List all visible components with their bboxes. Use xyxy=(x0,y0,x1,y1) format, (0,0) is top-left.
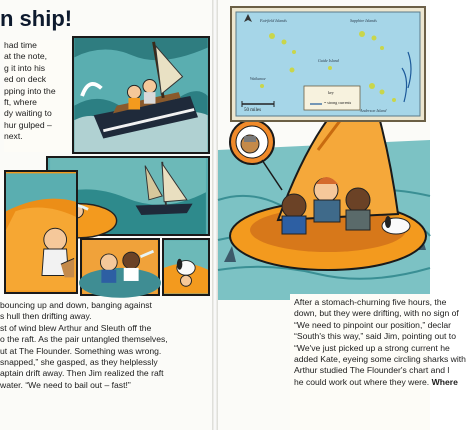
dog-illustration xyxy=(164,240,208,294)
caption-line: next. xyxy=(4,131,23,142)
left-page xyxy=(0,0,212,430)
bailing-illustration xyxy=(82,240,158,294)
comic-panel-bailing xyxy=(80,238,160,296)
caption-line: pping into the xyxy=(4,85,56,96)
sea-chart-map xyxy=(230,6,426,122)
caption-line: g it into his xyxy=(4,62,46,73)
story-emphasis: Where xyxy=(431,376,458,387)
story-line: o the raft. As the pair untangled themselves, xyxy=(0,334,168,345)
comic-panel-dog xyxy=(162,238,210,296)
right-page xyxy=(218,0,466,430)
map-label-anderson: Anderson Island xyxy=(360,108,387,113)
map-key-label: key xyxy=(328,90,334,95)
map-label-waikanoe: Waikanoe xyxy=(250,76,266,81)
caption-line: at the note, xyxy=(4,51,48,62)
storm-ship-illustration xyxy=(74,38,208,152)
story-line: “South's this way,” said Jim, pointing out to xyxy=(294,331,456,342)
story-line: “We need to pinpoint our position,” declar xyxy=(294,319,452,330)
story-line: he could work out where they were. xyxy=(294,376,430,387)
story-line: ut at The Flounder. Something was wrong. xyxy=(0,345,162,356)
map-label-guide: Guide Island xyxy=(318,58,339,63)
right-bottom-text xyxy=(290,294,466,430)
map-label-fairfield: Fairfield Islands xyxy=(260,18,287,23)
comic-panel-raft-closeup xyxy=(4,170,78,294)
caption-line: had time xyxy=(4,40,37,50)
story-line: Arthur studied The Flounder's chart and l xyxy=(294,365,450,376)
story-line: down, but they were drifting, with no sign of xyxy=(294,308,459,319)
left-bottom-text xyxy=(0,300,212,396)
map-label-sapphire: Sapphire Islands xyxy=(350,18,377,23)
story-line: added Kate, eyeing some circling sharks with xyxy=(294,354,466,365)
map-scale-label: 50 miles xyxy=(244,108,262,113)
caption-line: ed on deck xyxy=(4,74,47,85)
map-key-current: = strong currents xyxy=(324,100,352,105)
story-line: “We've just picked up a strong current he xyxy=(294,342,450,353)
story-line-last xyxy=(294,376,458,388)
story-line: aptain drift away. Then Jim realized the raft xyxy=(0,368,164,379)
chapter-heading: n ship! xyxy=(0,6,73,31)
caption-line: ft, where xyxy=(4,97,37,108)
story-line: snapped,” she gasped, as they helplessly xyxy=(0,357,158,368)
story-line: bouncing up and down, banging against xyxy=(0,300,152,310)
caption-line: hur gulped – xyxy=(4,119,52,130)
story-line: s hull then drifting away. xyxy=(0,311,92,322)
story-line: water. “We need to bail out – fast!” xyxy=(0,379,131,390)
caption-line: dy waiting to xyxy=(4,108,52,119)
raft-closeup-illustration xyxy=(6,172,76,292)
story-line: After a stomach-churning five hours, the xyxy=(294,297,447,307)
comic-panel-storm-ship xyxy=(72,36,210,154)
story-line: st of wind blew Arthur and Sleuth off the xyxy=(0,322,152,333)
top-caption xyxy=(4,40,70,152)
